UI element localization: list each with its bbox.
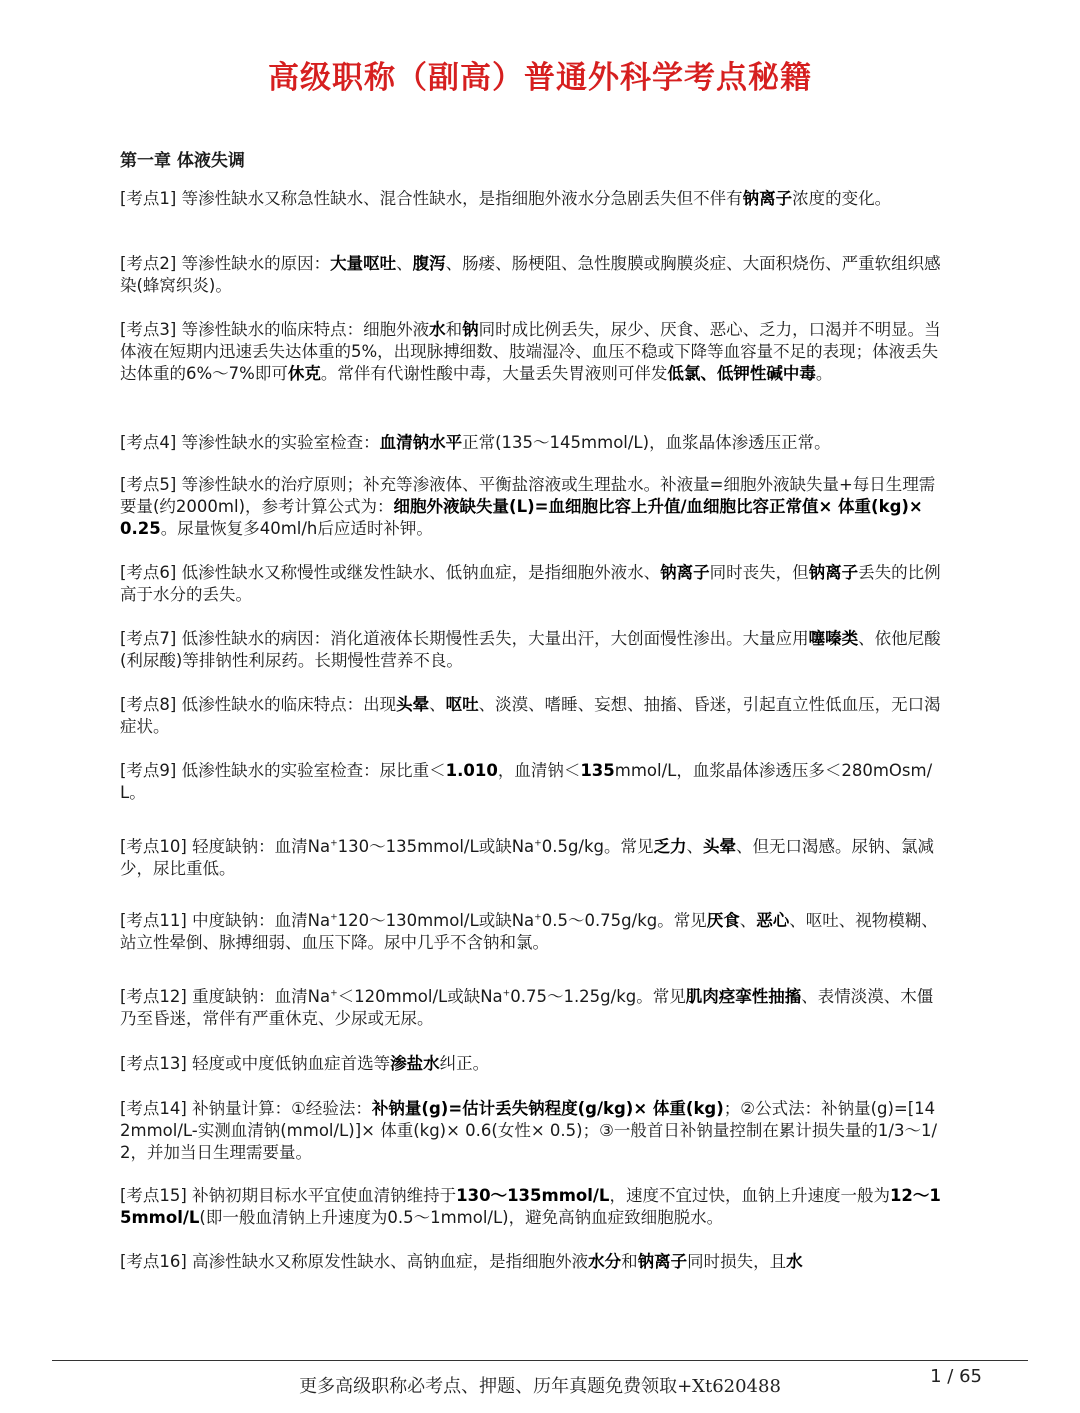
text-run: [考点1] 等渗性缺水又称急性缺水、混合性缺水，是指细胞外液水分急剧丢失但不伴有 [120,189,743,208]
text-run: [考点13] 轻度或中度低钠血症首选等 [120,1054,391,1073]
text-run: 0.5g/kg。常见 [541,837,654,856]
bold-keyword: 厌食 [706,911,740,930]
bold-keyword: 钠 [462,320,479,339]
exam-point-8 [120,694,942,738]
bold-keyword: 钠离子 [637,1252,688,1271]
ion-charge-sup: + [534,912,542,923]
text-run: [考点11] 中度缺钠：血清Na [120,911,331,930]
bold-keyword: 钠离子 [742,189,793,208]
bold-keyword: 渗盐水 [390,1054,440,1073]
bold-keyword: 血清钠水平 [379,433,463,452]
text-run: 0.75～1.25g/kg。常见 [510,987,686,1006]
chapter-title: 第一章 体液失调 [120,151,245,171]
text-run: [考点10] 轻度缺钠：血清Na [120,837,331,856]
exam-point-2 [120,253,942,297]
text-run: [考点4] 等渗性缺水的实验室检查： [120,433,380,452]
text-run: [考点6] 低渗性缺水又称慢性或继发性缺水、低钠血症，是指细胞外液水、 [120,563,661,582]
text-run: [考点2] 等渗性缺水的原因： [120,254,331,273]
text-run: 0.5～0.75g/kg。常见 [541,911,707,930]
bold-keyword: 头晕 [703,837,737,856]
exam-point-12 [120,986,942,1030]
text-run: 和 [621,1252,638,1271]
text-run: mmol/L，血浆晶体渗透压多＜280mOsm/L。 [120,761,933,802]
text-run: [考点8] 低渗性缺水的临床特点：出现 [120,695,397,714]
text-run: 同时损失，且 [687,1252,787,1271]
text-run: 120～130mmol/L或缺Na [337,911,535,930]
bold-keyword: 补钠量(g)=估计丢失钠程度(g/kg)× 体重(kg) [371,1099,724,1118]
text-run: [考点9] 低渗性缺水的实验室检查：尿比重＜ [120,761,446,780]
bold-keyword: 腹泻 [412,254,446,273]
bold-keyword: 细胞外液缺失量(L)=血细胞比容上升值/血细胞比容正常值× 体重(kg)× 0.25 [120,497,923,538]
ion-charge-sup: + [330,988,338,999]
bold-keyword: 恶心 [756,911,790,930]
text-run: [考点14] 补钠量计算：①经验法： [120,1099,372,1118]
text-run: [考点16] 高渗性缺水又称原发性缺水、高钠血症，是指细胞外液 [120,1252,589,1271]
bold-keyword: 水 [786,1252,803,1271]
document-title: 高级职称（副高）普通外科学考点秘籍 [268,60,812,96]
text-run: 、 [686,837,704,856]
text-run: ＜120mmol/L或缺Na [337,987,503,1006]
ion-charge-sup: + [534,838,542,849]
text-run: 。常伴有代谢性酸中毒，大量丢失胃液则可伴发 [320,364,668,383]
bold-keyword: 乏力 [653,837,687,856]
text-run: [考点12] 重度缺钠：血清Na [120,987,331,1006]
ion-charge-sup: + [330,838,338,849]
text-run: 纠正。 [439,1054,490,1073]
bold-keyword: 肌肉痉挛性抽搐 [685,987,802,1006]
text-run: 正常(135～145mmol/L)，血浆晶体渗透压正常。 [462,433,831,452]
bold-keyword: 低氯、低钾性碱中毒 [667,364,816,383]
bold-keyword: 大量呕吐 [330,254,397,273]
exam-point-3 [120,319,942,385]
bold-keyword: 水分 [588,1252,622,1271]
exam-point-9 [120,760,942,804]
ion-charge-sup: + [502,988,511,999]
text-run: ，速度不宜过快，血钠上升速度一般为 [609,1186,890,1205]
exam-point-4 [120,432,942,454]
exam-point-15 [120,1185,942,1229]
text-run: [考点3] 等渗性缺水的临床特点：细胞外液 [120,320,430,339]
text-run: 、但无口渴感。尿钠、氯减少，尿比重低。 [120,837,935,878]
text-run: 、 [429,695,446,714]
text-run: 。尿量恢复多40ml/h后应适时补钾。 [160,519,433,538]
text-run: ；②公式法：补钠量(g)=[142mmol/L-实测血清钠(mmol/L)]× 体重(kg)× 0.6(女性× 0.5)；③一般首日补钠量控制在累计损失量的1/3～1/2，并加当日生理需要量。 [120,1099,937,1162]
text-run: 130～135mmol/L或缺Na [337,837,535,856]
text-run: 丢失的比例高于水分的丢失。 [120,563,941,604]
bold-keyword: 头晕 [396,695,430,714]
text-run: [考点5] 等渗性缺水的治疗原则；补充等渗液体、平衡盐溶液或生理盐水。补液量=细胞外液缺失量+每日生理需要量(约2000ml)，参考计算公式为： [120,475,936,516]
page-number: 1 / 65 [930,1366,982,1387]
text-run: [考点7] 低渗性缺水的病因：消化道液体长期慢性丢失，大量出汗，大创面慢性渗出。大量应用 [120,629,809,648]
bold-keyword: 钠离子 [660,563,710,582]
exam-point-16 [120,1251,942,1273]
text-run: 同时成比例丢失，尿少、厌食、恶心、乏力，口渴并不明显。当体液在短期内迅速丢失达体重的5%，出现脉搏细数、肢端湿冷、血压不稳或下降等血容量不足的表现；体液丢失达体重的6%～7%即可 [120,320,941,383]
exam-point-14 [120,1098,942,1164]
text-run: 。 [815,364,833,383]
text-run: 同时丧失，但 [709,563,809,582]
text-run: 、 [739,911,757,930]
text-run: 、淡漠、嗜睡、妄想、抽搐、昏迷，引起直立性低血压，无口渴症状。 [120,695,941,736]
footer-promo-text: 更多高级职称必考点、押题、历年真题免费领取+Xt620488 [299,1376,781,1397]
exam-point-11 [120,910,942,954]
bold-keyword: 12～15mmol/L [120,1186,941,1227]
text-run: ，血清钠＜ [497,761,581,780]
text-run: (即一般血清钠上升速度为0.5～1mmol/L)，避免高钠血症致细胞脱水。 [199,1208,724,1227]
exam-point-7 [120,628,942,672]
exam-point-6 [120,562,942,606]
text-run: 、肠瘘、肠梗阻、急性腹膜或胸膜炎症、大面积烧伤、严重软组织感染(蜂窝织炎)。 [120,254,941,295]
bold-keyword: 135 [580,761,615,780]
bold-keyword: 噻嗪类 [808,629,859,648]
bold-keyword: 130～135mmol/L [456,1186,610,1205]
exam-point-1 [120,188,942,210]
text-run: 、表情淡漠、木僵乃至昏迷，常伴有严重休克、少尿或无尿。 [120,987,934,1028]
text-run: 、呕吐、视物模糊、站立性晕倒、脉搏细弱、血压下降。尿中几乎不含钠和氯。 [120,911,938,952]
ion-charge-sup: + [330,912,338,923]
bold-keyword: 水 [429,320,446,339]
bold-keyword: 1.010 [445,761,498,780]
bold-keyword: 休克 [287,364,321,383]
text-run: 和 [445,320,463,339]
text-run: 、依他尼酸(利尿酸)等排钠性利尿药。长期慢性营养不良。 [120,629,941,670]
text-run: 浓度的变化。 [792,189,892,208]
bold-keyword: 钠离子 [808,563,859,582]
exam-point-5 [120,474,942,540]
footer-divider [52,1360,1028,1361]
text-run: 、 [396,254,413,273]
exam-point-10 [120,836,942,880]
bold-keyword: 呕吐 [445,695,479,714]
exam-point-13 [120,1053,942,1075]
text-run: [考点15] 补钠初期目标水平宜使血清钠维持于 [120,1186,457,1205]
